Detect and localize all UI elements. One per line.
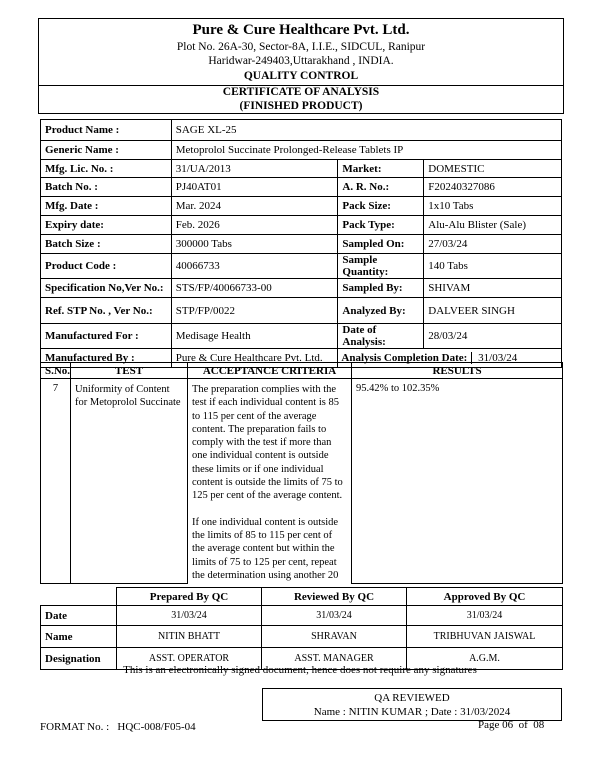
reviewed-date: 31/03/24: [262, 606, 407, 626]
reviewed-designation: ASST. MANAGER: [262, 648, 407, 670]
product-name-label: Product Name :: [41, 120, 172, 141]
prepared-designation: ASST. OPERATOR: [117, 648, 262, 670]
reviewed-by-header: Reviewed By QC: [262, 588, 407, 606]
ar-no-value: F20240327086: [424, 178, 562, 197]
pack-size-label: Pack Size:: [338, 197, 424, 216]
expiry-label: Expiry date:: [41, 216, 172, 235]
doc-title: CERTIFICATE OF ANALYSIS: [222, 86, 380, 98]
sample-qty-label: Sample Quantity:: [338, 254, 424, 279]
analyzed-by-value: DALVEER SINGH: [424, 298, 562, 324]
title-box: [38, 86, 564, 114]
mfg-lic-label: Mfg. Lic. No. :: [41, 160, 172, 178]
generic-name-label: Generic Name :: [41, 141, 172, 160]
product-code-label: Product Code :: [41, 254, 172, 279]
pack-type-value: Alu-Alu Blister (Sale): [424, 216, 562, 235]
completion-value: 31/03/24: [478, 352, 518, 364]
product-name-value: SAGE XL-25: [171, 120, 561, 141]
date-row-label: Date: [41, 606, 117, 626]
prepared-date: 31/03/24: [117, 606, 262, 626]
table-row: [41, 379, 563, 584]
designation-row-label: Designation: [41, 648, 117, 670]
col-header-results: RESULTS: [352, 363, 563, 379]
product-code-value: 40066733: [171, 254, 338, 279]
mfd-for-label: Manufactured For :: [41, 324, 172, 349]
col-header-sno: S.No.: [41, 363, 71, 379]
test-sno: 7: [41, 379, 71, 584]
address-line-2: Haridwar-249403,Uttarakhand , INDIA.: [208, 55, 394, 67]
ref-stp-label: Ref. STP No. , Ver No.:: [41, 298, 172, 324]
signoff-table: [40, 587, 563, 670]
product-details-table: [40, 119, 562, 368]
analyzed-by-label: Analyzed By:: [338, 298, 424, 324]
batch-no-label: Batch No. :: [41, 178, 172, 197]
mfd-by-value: Pure & Cure Healthcare Pvt. Ltd.: [171, 349, 338, 368]
header-box: [38, 18, 564, 86]
criteria-paragraph-2: If one individual content is outside the limits of 85 to 115 per cent of the average content but within the limits of 75 to 125 per cent, repeat the determination using another 20: [192, 516, 339, 581]
pack-size-value: 1x10 Tabs: [424, 197, 562, 216]
sample-qty-value: 140 Tabs: [424, 254, 562, 279]
approved-by-header: Approved By QC: [407, 588, 563, 606]
mfg-lic-value: 31/UA/2013: [171, 160, 338, 178]
page-number: Page 06 of 08: [478, 719, 545, 731]
reviewed-name: SHRAVAN: [262, 626, 407, 648]
generic-name-value: Metoprolol Succinate Prolonged-Release Tablets IP: [171, 141, 561, 160]
col-header-test: TEST: [71, 363, 188, 379]
sampled-by-value: SHIVAM: [424, 279, 562, 298]
expiry-value: Feb. 2026: [171, 216, 338, 235]
sampled-on-value: 27/03/24: [424, 235, 562, 254]
pack-type-label: Pack Type:: [338, 216, 424, 235]
esign-note: This is an electronically signed document, hence does not require any signatures: [123, 664, 477, 676]
qa-reviewed-box: [262, 688, 562, 721]
name-row-label: Name: [41, 626, 117, 648]
mfg-date-value: Mar. 2024: [171, 197, 338, 216]
date-analysis-value: 28/03/24: [424, 324, 562, 349]
sampled-by-label: Sampled By:: [338, 279, 424, 298]
market-label: Market:: [338, 160, 424, 178]
market-value: DOMESTIC: [424, 160, 562, 178]
department: QUALITY CONTROL: [243, 70, 359, 82]
mfg-date-label: Mfg. Date :: [41, 197, 172, 216]
approved-designation: A.G.M.: [407, 648, 563, 670]
spec-value: STS/FP/40066733-00: [171, 279, 338, 298]
ar-no-label: A. R. No.:: [338, 178, 424, 197]
qa-reviewed-line: Name : NITIN KUMAR ; Date : 31/03/2024: [313, 706, 511, 718]
doc-subtitle: (FINISHED PRODUCT): [239, 100, 363, 112]
spec-label: Specification No,Ver No.:: [41, 279, 172, 298]
approved-name: TRIBHUVAN JAISWAL: [407, 626, 563, 648]
date-analysis-label: Date of Analysis:: [338, 324, 424, 349]
criteria-paragraph-1: The preparation complies with the test if each individual content is 85 to 115 per cent of the average content. The preparation fails to comply with the test if more than one individual content is outside these limits or if one individual content is outside the limits of 75 to 125 per cent of the average content.: [192, 384, 343, 502]
qa-reviewed-title: QA REVIEWED: [374, 692, 450, 704]
format-number: FORMAT No. : HQC-008/F05-04: [40, 721, 196, 733]
ref-stp-value: STP/FP/0022: [171, 298, 338, 324]
test-results-table: [40, 362, 563, 584]
mfd-for-value: Medisage Health: [171, 324, 338, 349]
batch-size-value: 300000 Tabs: [171, 235, 338, 254]
test-criteria: [188, 379, 352, 584]
test-result: 95.42% to 102.35%: [352, 379, 563, 584]
mfd-by-label: Manufactured By :: [41, 349, 172, 368]
prepared-name: NITIN BHATT: [117, 626, 262, 648]
prepared-by-header: Prepared By QC: [117, 588, 262, 606]
sampled-on-label: Sampled On:: [338, 235, 424, 254]
completion-label: Analysis Completion Date:: [338, 352, 472, 364]
batch-no-value: PJ40AT01: [171, 178, 338, 197]
approved-date: 31/03/24: [407, 606, 563, 626]
col-header-criteria: ACCEPTANCE CRITERIA: [188, 363, 352, 379]
batch-size-label: Batch Size :: [41, 235, 172, 254]
test-name: Uniformity of Content for Metoprolol Succinate: [71, 379, 188, 584]
company-name: Pure & Cure Healthcare Pvt. Ltd.: [192, 22, 410, 38]
address-line-1: Plot No. 26A-30, Sector-8A, I.I.E., SIDCUL, Ranipur: [176, 41, 426, 53]
